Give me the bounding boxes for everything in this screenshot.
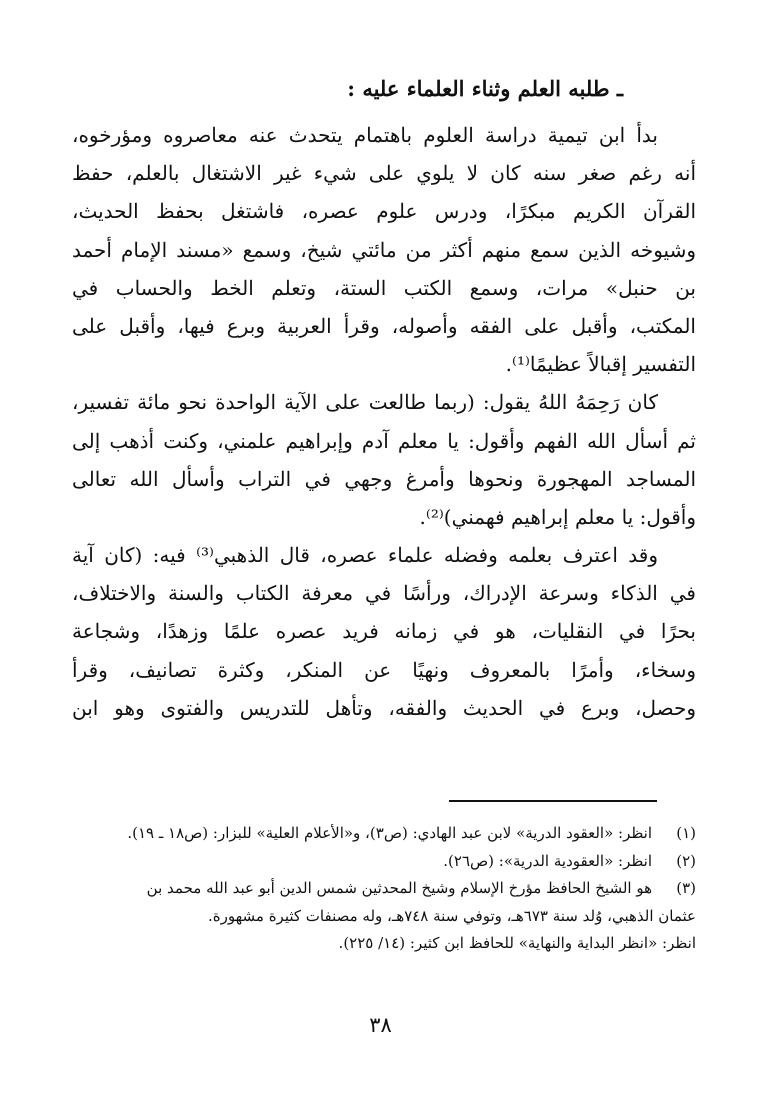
footnote-line: انظر: «انظر البداية والنهاية» للحافظ ابن كثير: (١٤/ ٢٢٥). xyxy=(338,934,696,952)
body-line: المساجد المهجورة ونحوها وأمرغ وجهي في التراب وأسأل الله تعالى xyxy=(72,466,696,491)
footnote xyxy=(62,875,696,958)
body-line: أنه رغم صغر سنه كان لا يلوي على شيء غير الاشتغال بالعلم، حفظ xyxy=(72,161,696,186)
body-text xyxy=(72,116,696,727)
footnotes xyxy=(62,820,696,958)
body-line: بن حنبل» مرات، وسمع الكتب الستة، وتعلم الخط والحساب في xyxy=(72,275,696,300)
footnote-line: عثمان الذهبي، وُلد سنة ٦٧٣هـ، وتوفي سنة ٧٤٨هـ، وله مصنفات كثيرة مشهورة. xyxy=(207,906,696,925)
body-line: القرآن الكريم مبكرًا، ودرس علوم عصره، فاشتغل بحفظ الحديث، xyxy=(72,199,696,224)
body-line: وحصل، وبرع في الحديث والفقه، وتأهل للتدريس والفتوى وهو ابن xyxy=(72,695,696,720)
body-line: المكتب، وأقبل على الفقه وأصوله، وقرأ العربية وبرع فيها، وأقبل على xyxy=(72,313,696,338)
body-line: كان رَحِمَهُ اللهُ يقول: (ربما طالعت على الآية الواحدة نحو مائة تفسير، xyxy=(72,390,658,415)
section-heading: ـ طلبه العلم وثناء العلماء عليه : xyxy=(347,76,623,101)
footnote-line: انظر: «العقودية الدرية»: (ص٢٦). xyxy=(443,851,652,870)
footnote-separator xyxy=(449,800,657,802)
footnote-number: (١) xyxy=(676,824,696,842)
footnote-number: (٣) xyxy=(676,879,696,897)
body-line: التفسير إقبالاً عظيمًا⁽¹⁾. xyxy=(505,352,696,377)
page-number: ٣٨ xyxy=(369,1013,392,1037)
body-line: وسخاء، وأمرًا بالمعروف ونهيًا عن المنكر، وكثرة تصانيف، وقرأ xyxy=(72,657,696,682)
body-line: وشيوخه الذين سمع منهم أكثر من مائتي شيخ، وسمع «مسند الإمام أحمد xyxy=(72,237,696,262)
footnote-line: هو الشيخ الحافظ مؤرخ الإسلام وشيخ المحدثين شمس الدين أبو عبد الله محمد بن xyxy=(146,879,652,897)
body-line: بحرًا في النقليات، هو في زمانه فريد عصره علمًا وزهدًا، وشجاعة xyxy=(72,619,696,644)
footnote xyxy=(62,820,696,848)
body-line: وأقول: يا معلم إبراهيم فهمني)⁽²⁾. xyxy=(419,504,696,529)
body-line: في الذكاء وسرعة الإدراك، ورأسًا في معرفة الكتاب والسنة والاختلاف، xyxy=(72,581,696,606)
footnote-line: انظر: «العقود الدرية» لابن عبد الهادي: (ص٣)، و«الأعلام العلية» للبزار: (ص١٨ ـ ١٩). xyxy=(127,824,652,842)
footnote xyxy=(62,848,696,876)
footnote-number: (٢) xyxy=(676,851,696,870)
body-line: وقد اعترف بعلمه وفضله علماء عصره، قال الذهبي⁽³⁾ فيه: (كان آية xyxy=(72,543,658,568)
body-line: ثم أسأل الله الفهم وأقول: يا معلم آدم وإبراهيم علمني، وكنت أذهب إلى xyxy=(72,428,696,453)
body-line: بدأ ابن تيمية دراسة العلوم باهتمام يتحدث عنه معاصروه ومؤرخوه، xyxy=(72,123,658,147)
